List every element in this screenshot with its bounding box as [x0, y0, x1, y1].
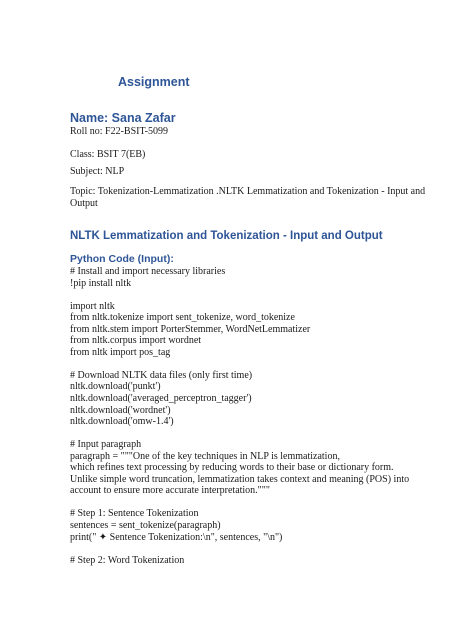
code-heading: Python Code (Input):: [70, 253, 174, 265]
code-line: from nltk.stem import PorterStemmer, WordNetLemmatizer: [70, 323, 311, 335]
code-line: from nltk import pos_tag: [70, 346, 171, 358]
code-line: [70, 497, 409, 509]
code-line: [70, 543, 409, 555]
section-heading: NLTK Lemmatization and Tokenization - Input and Output: [70, 230, 383, 242]
code-line: from nltk.corpus import wordnet: [70, 335, 202, 347]
code-line: # Input paragraph: [70, 439, 142, 451]
code-line: # Step 2: Word Tokenization: [70, 554, 185, 566]
code-line: Unlike simple word truncation, lemmatization takes context and meaning (POS) into: [70, 473, 410, 485]
code-line: import nltk: [70, 300, 115, 312]
code-line: # Download NLTK data files (only first time): [70, 369, 253, 381]
code-line: print(" ✦ Sentence Tokenization:\n", sentences, "\n"): [70, 531, 283, 543]
code-line: # Install and import necessary libraries: [70, 266, 226, 277]
code-line: paragraph = """One of the key techniques in NLP is lemmatization,: [70, 450, 340, 462]
code-line: nltk.download('wordnet'): [70, 404, 171, 416]
code-line: which refines text processing by reducing words to their base or dictionary form.: [70, 462, 394, 474]
roll-number: Roll no: F22-BSIT-5099: [70, 126, 168, 137]
code-line: sentences = sent_tokenize(paragraph): [70, 520, 221, 532]
code-line: [70, 358, 409, 370]
code-line: [70, 289, 409, 301]
code-line: nltk.download('omw-1.4'): [70, 416, 174, 428]
subject-info: Subject: NLP: [70, 166, 125, 177]
class-info: Class: BSIT 7(EB): [70, 149, 146, 160]
student-name: Name: Sana Zafar: [70, 111, 176, 125]
code-line: [70, 428, 409, 440]
document-title: Assignment: [118, 75, 190, 89]
code-line: # Step 1: Sentence Tokenization: [70, 508, 199, 520]
code-block: [70, 266, 409, 566]
code-line: nltk.download('averaged_perceptron_tagger'): [70, 393, 252, 405]
code-line: !pip install nltk: [70, 277, 132, 289]
code-line: account to ensure more accurate interpretation.""": [70, 485, 270, 497]
code-line: nltk.download('punkt'): [70, 381, 161, 393]
topic-line-2: Output: [70, 198, 98, 209]
topic-line-1: Topic: Tokenization-Lemmatization .NLTK Lemmatization and Tokenization - Input and: [70, 186, 426, 197]
code-line: from nltk.tokenize import sent_tokenize, word_tokenize: [70, 312, 295, 324]
